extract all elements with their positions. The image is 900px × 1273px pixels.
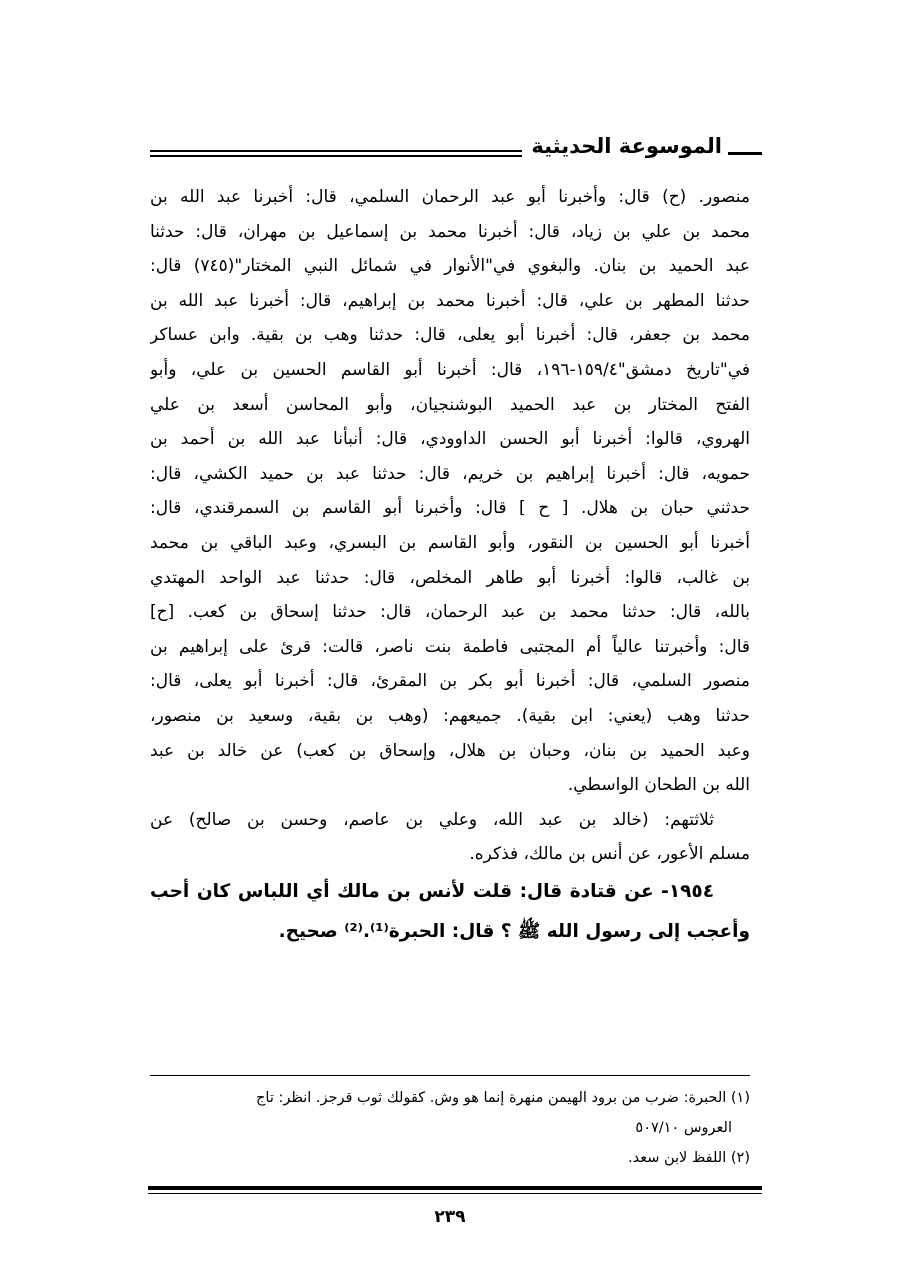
hadith-text <box>150 872 750 952</box>
text-line: الفتح المختار بن عبد الحميد البوشنجيان، وأبو المحاسن أسعد بن علي <box>150 394 750 415</box>
text-line: منصور السلمي، قال: أخبرنا أبو بكر بن المقرئ، قال: أخبرنا أبو يعلى، قال: <box>150 671 750 692</box>
text-line: وعبد الحميد بن بنان، وحبان بن هلال، وإسحاق بن كعب) عن خالد بن عبد <box>150 740 750 761</box>
text-line: ثلاثتهم: (خالد بن عبد الله، وعلي بن عاصم، وحسن بن صالح) عن <box>150 809 714 830</box>
header-rule-right <box>728 152 762 155</box>
text-line: قال: وأخبرتنا عالياً أم المجتبى فاطمة بنت ناصر، قالت: قرئ على إبراهيم بن <box>150 636 750 657</box>
text-line: عبد الحميد بن بنان. والبغوي في"الأنوار في شمائل النبي المختار"(٧٤٥) قال: <box>150 256 750 277</box>
footnote-1-continued: العروس ٥٠٧/١٠ <box>635 1120 732 1136</box>
main-text <box>150 180 750 952</box>
paragraph-summary <box>150 803 750 872</box>
header-title: الموسوعة الحديثية <box>531 134 722 158</box>
text-line: الهروي، قالوا: أخبرنا أبو الحسن الداوودي، قال: أنبأنا عبد الله بن أحمد بن <box>150 429 750 450</box>
footnote-separator <box>150 1075 750 1076</box>
text-line: حمويه، قال: أخبرنا إبراهيم بن خريم، قال: حدثنا عبد بن حميد الكشي، قال: <box>150 463 750 484</box>
text-line: بن غالب، قالوا: أخبرنا أبو طاهر المخلص، قال: حدثنا عبد الواحد المهتدي <box>150 567 750 588</box>
text-line: في"تاريخ دمشق"١٥٩/٤-١٩٦، قال: أخبرنا أبو القاسم الحسين بن علي، وأبو <box>150 359 750 380</box>
text-line: حدثني حبان بن هلال. [ ح ] قال: وأخبرنا أبو القاسم بن السمرقندي، قال: <box>150 498 750 519</box>
footer-rule <box>148 1186 762 1194</box>
text-line: حدثنا وهب (يعني: ابن بقية). جميعهم: (وهب بن بقية، وسعيد بن منصور، <box>150 705 750 726</box>
paragraph-isnad <box>150 180 750 803</box>
hadith-line: وأعجب إلى رسول الله ﷺ ؟ قال: الحبرة⁽¹⁾.⁽²⁾ صحيح. <box>278 920 750 942</box>
text-line: منصور. (ح) قال: وأخبرنا أبو عبد الرحمان السلمي، قال: أخبرنا عبد الله بن <box>150 187 750 207</box>
hadith-line: ١٩٥٤- عن قتادة قال: قلت لأنس بن مالك أي اللباس كان أحب <box>150 880 714 902</box>
footnote-2: (٢) اللفظ لابن سعد. <box>627 1150 750 1166</box>
text-line: الله بن الطحان الواسطي. <box>567 775 750 796</box>
header-rule-left <box>150 150 522 157</box>
footnote-1: (١) الحبرة: ضرب من برود الهيمن منهرة إنما هو وش. كقولك ثوب قرجز. انظر: تاج <box>256 1090 750 1106</box>
text-line: مسلم الأعور، عن أنس بن مالك، فذكره. <box>469 844 750 865</box>
text-line: محمد بن جعفر، قال: أخبرنا أبو يعلى، قال: حدثنا وهب بن بقية. وابن عساكر <box>150 325 750 346</box>
page-number: ٢٣٩ <box>434 1207 466 1227</box>
text-line: محمد بن علي بن زياد، قال: أخبرنا محمد بن إسماعيل بن مهران، قال: حدثنا <box>150 221 750 242</box>
running-header <box>150 132 762 172</box>
text-line: بالله، قال: حدثنا محمد بن عبد الرحمان، قال: حدثنا إسحاق بن كعب. [ح] <box>150 602 750 623</box>
footnotes <box>150 1083 750 1173</box>
text-line: حدثنا المطهر بن علي، قال: أخبرنا محمد بن إبراهيم، قال: أخبرنا عبد الله بن <box>150 290 750 311</box>
text-line: أخبرنا أبو الحسين بن النقور، وأبو القاسم بن البسري، وعبد الباقي بن محمد <box>150 532 750 553</box>
